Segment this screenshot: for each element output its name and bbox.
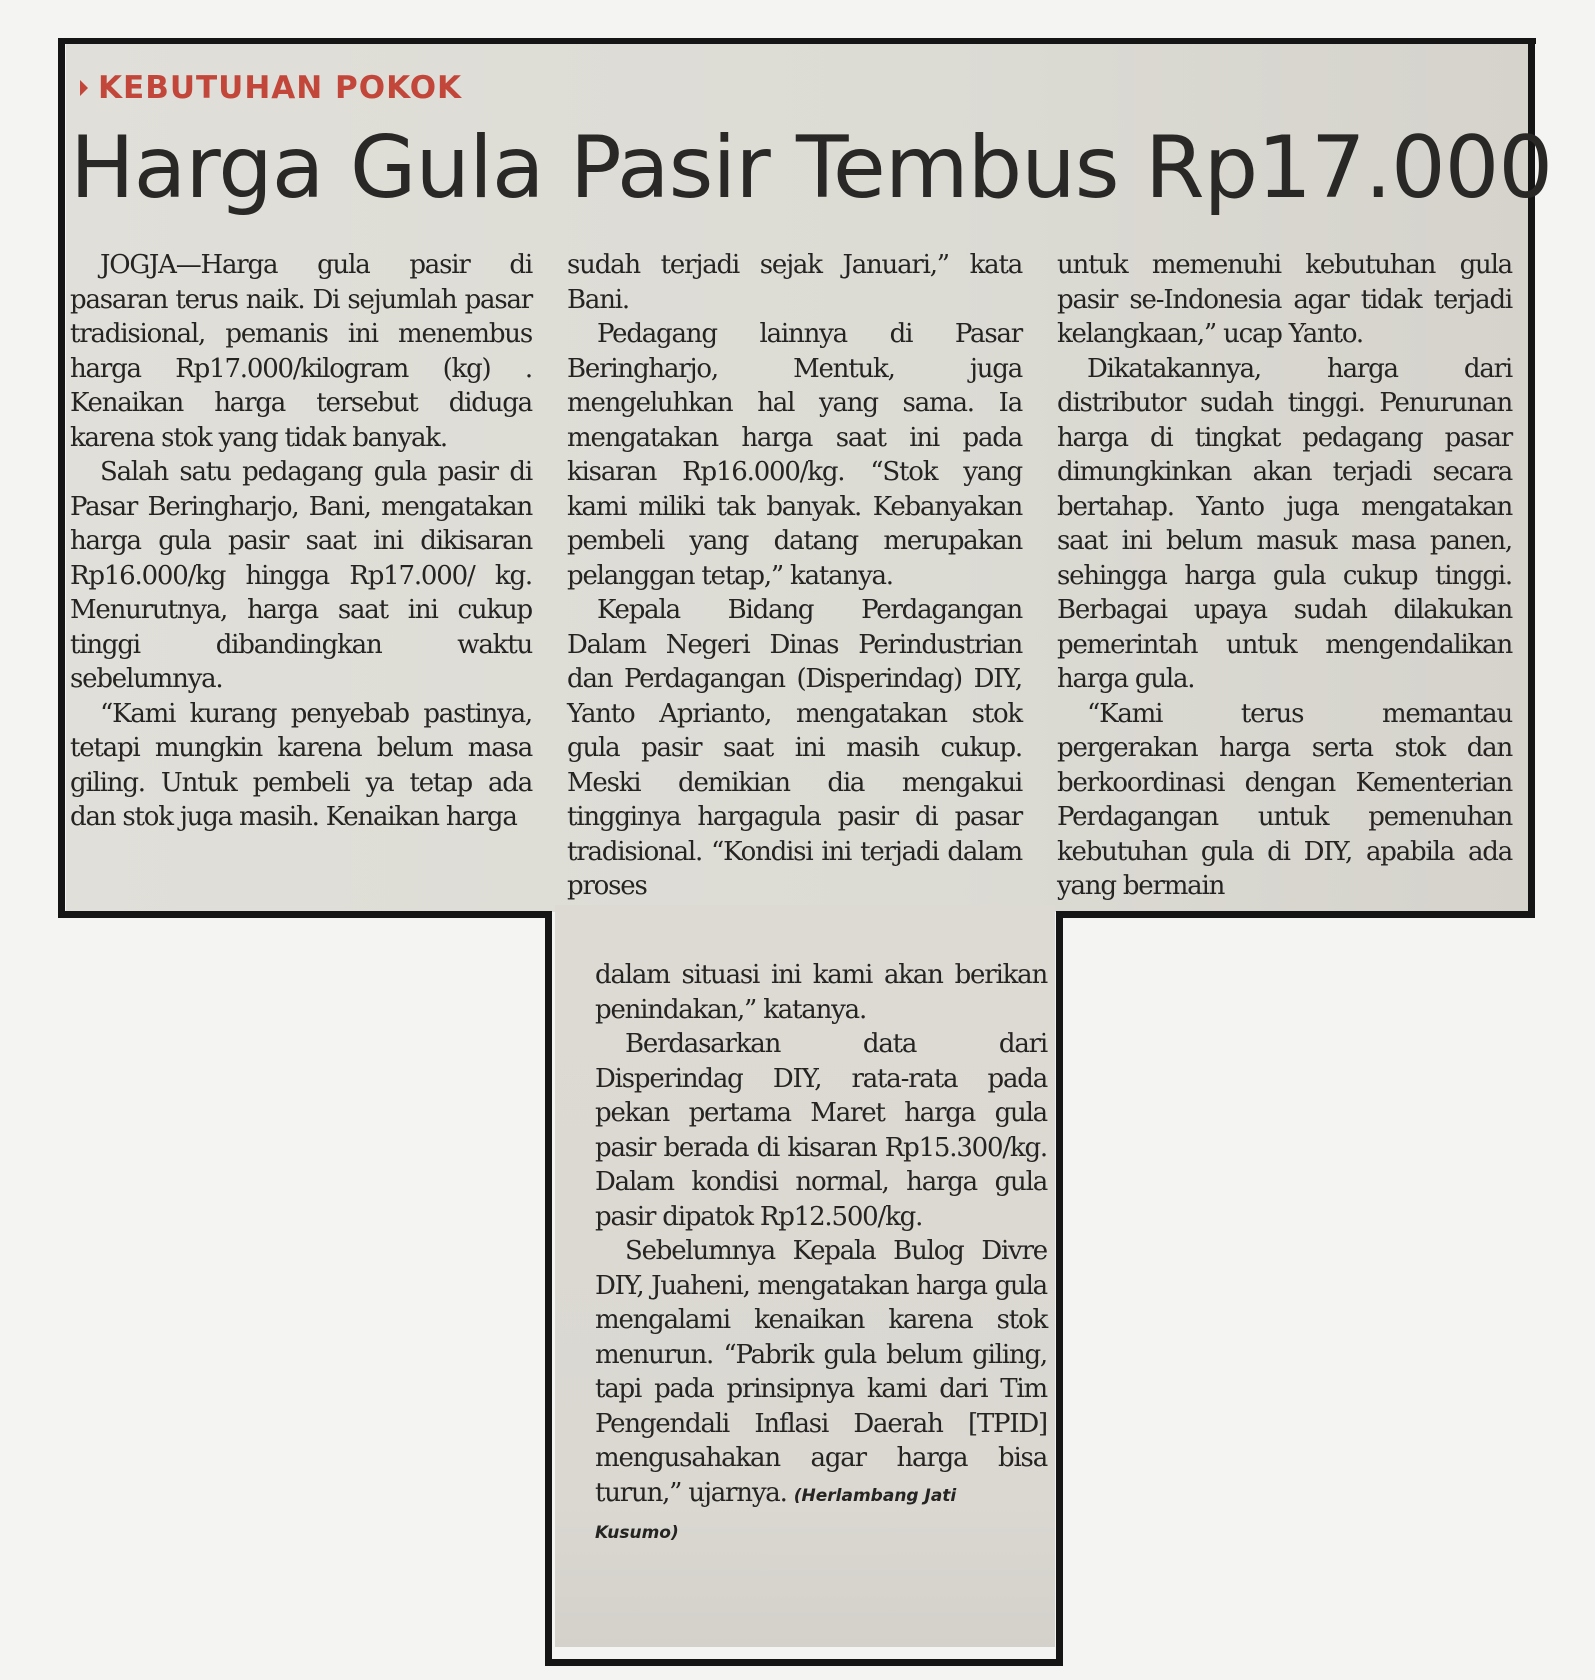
paragraph: Berdasarkan data dari Disperindag DIY, rata-rata pada pekan pertama Maret harga gula pasir berada di kisaran Rp15.300/kg. Dalam kondisi normal, harga gula pasir dipatok Rp12.500/kg. [595, 1029, 1047, 1232]
paragraph [595, 1234, 1047, 1513]
kicker-arrow-icon [80, 80, 88, 96]
article-column-1 [70, 248, 532, 835]
article-column-continuation [595, 958, 1047, 1545]
headline: Harga Gula Pasir Tembus Rp17.000 [70, 118, 1553, 218]
paragraph: “Kami kurang penyebab pastinya, tetapi mungkin karena belum masa giling. Untuk pembeli ya tetap ada dan stok juga masih. Kenaikan harga [70, 698, 532, 832]
article-column-2 [567, 248, 1022, 904]
paragraph: dalam situasi ini kami akan berikan penindakan,” katanya. [595, 960, 1047, 1025]
byline-continued: Kusumo) [595, 1523, 679, 1543]
paragraph: “Kami terus memantau pergerakan harga serta stok dan berkoordinasi dengan Kementerian Perdagangan untuk pemenuhan kebutuhan gula di DIY, apabila ada yang bermain [1057, 698, 1512, 901]
kicker-label: KEBUTUHAN POKOK [98, 70, 463, 106]
section-kicker [80, 70, 462, 106]
paragraph: untuk memenuhi kebutuhan gula pasir se-Indonesia agar tidak terjadi kelangkaan,” ucap Yanto. [1057, 250, 1512, 349]
paragraph: Salah satu pedagang gula pasir di Pasar Beringharjo, Bani, mengatakan harga gula pasir saat ini dikisaran Rp16.000/kg hingga Rp17.000/ kg. Menurutnya, harga saat ini cukup tinggi dibandingkan waktu sebelumnya. [70, 457, 532, 694]
paragraph: JOGJA—Harga gula pasir di pasaran terus naik. Di sejumlah pasar tradisional, pemanis ini menembus harga Rp17.000/kilogram (kg) . Kenaikan harga tersebut diduga karena stok yang tidak banyak. [70, 250, 532, 453]
frame-bottom-right [1056, 911, 1535, 918]
frame-stem-bottom [545, 1659, 1063, 1666]
frame-left [58, 38, 65, 918]
frame-stem-right [1056, 911, 1063, 1666]
paragraph: Pedagang lainnya di Pasar Beringharjo, Mentuk, juga mengeluhkan hal yang sama. Ia mengatakan harga saat ini pada kisaran Rp16.000/kg. “Stok yang kami miliki tak banyak. Kebanyakan pembeli yang datang merupakan pelanggan tetap,” katanya. [567, 319, 1022, 591]
paragraph-text: Sebelumnya Kepala Bulog Divre DIY, Juaheni, mengatakan harga gula mengalami kenaikan karena stok menurun. “Pabrik gula belum giling, tapi pada prinsipnya kami dari Tim Pengendali Inflasi Daerah [TPID] mengusahakan agar harga bisa turun,” ujarnya. [595, 1236, 1047, 1508]
paragraph: Dikatakannya, harga dari distributor sudah tinggi. Penurunan harga di tingkat pedagang pasar dimungkinkan akan terjadi secara bertahap. Yanto juga mengatakan saat ini belum masuk masa panen, sehingga harga gula cukup tinggi. Berbagai upaya sudah dilakukan pemerintah untuk mengendalikan harga gula. [1057, 353, 1512, 694]
frame-top [58, 38, 1536, 44]
byline: (Herlambang Jati [793, 1485, 957, 1506]
frame-bottom-left [58, 911, 552, 918]
paragraph: sudah terjadi sejak Januari,” kata Bani. [567, 250, 1022, 315]
paragraph: Kepala Bidang Perdagangan Dalam Negeri Dinas Perindustrian dan Perdagangan (Disperindag) DIY, Yanto Aprianto, mengatakan stok gula pasir saat ini masih cukup. Meski demikian dia mengakui tingginya hargagula pasir di pasar tradisional. “Kondisi ini terjadi dalam proses [567, 595, 1022, 901]
frame-stem-left [545, 911, 552, 1666]
article-column-3 [1057, 248, 1512, 904]
